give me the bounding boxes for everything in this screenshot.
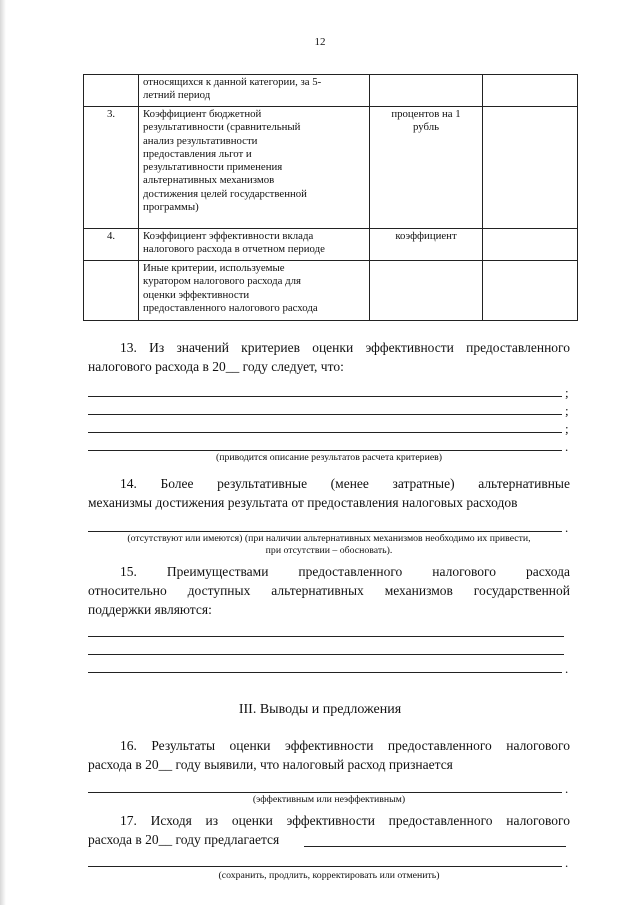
section-15-text-cont: поддержки являются: — [88, 602, 212, 617]
row-number: 3. — [84, 107, 139, 229]
section-15-text-cont: относительно доступных альтернативных механизмов государственной — [88, 583, 570, 598]
line-end-mark: ; — [565, 385, 569, 400]
line-end-mark: . — [565, 855, 569, 870]
field-caption: (отсутствуют или имеются) (при наличии альтернативных механизмов необходимо их привести, — [127, 533, 531, 544]
row-number: 4. — [84, 229, 139, 261]
line-end-mark: ; — [565, 421, 569, 436]
section-16-text: 16. Результаты оценки эффективности предоставленного налогового — [120, 738, 570, 753]
row-number — [84, 75, 139, 107]
answer-line[interactable] — [88, 866, 562, 867]
unit-cell: коэффициент — [370, 229, 483, 261]
line-end-mark: ; — [565, 403, 569, 418]
field-caption: (приводится описание результатов расчета критериев) — [215, 452, 443, 463]
section-17-text-cont: расхода в 20__ году предлагается — [88, 832, 280, 847]
section-16-text-cont: расхода в 20__ году выявили, что налоговый расход признается — [88, 757, 453, 772]
criterion-description: Коэффициент бюджетной результативности (сравнительный анализ результативности предоставления льгот и результативности применения альтернативных механизмов достижения целей государственной программы) — [139, 107, 370, 229]
value-cell — [483, 261, 578, 321]
section-15-text: 15. Преимуществами предоставленного налогового расхода — [120, 564, 570, 579]
answer-line[interactable] — [88, 432, 562, 433]
answer-line[interactable] — [88, 636, 564, 637]
answer-line[interactable] — [88, 450, 562, 451]
unit-cell — [370, 75, 483, 107]
answer-line[interactable] — [88, 396, 562, 397]
unit-cell: процентов на 1 рубль — [370, 107, 483, 229]
field-caption: (сохранить, продлить, корректировать или отменить) — [218, 870, 440, 881]
table-row — [84, 229, 578, 261]
answer-line[interactable] — [88, 792, 562, 793]
section-14-text: 14. Более результативные (менее затратные) альтернативные — [120, 476, 570, 491]
line-end-mark: . — [565, 661, 569, 676]
line-end-mark: . — [565, 520, 569, 535]
row-number — [84, 261, 139, 321]
section-13-text-cont: налогового расхода в 20__ году следует, что: — [88, 359, 344, 374]
section-14-text-cont: механизмы достижения результата от предоставления налоговых расходов — [88, 495, 518, 510]
section-17-text: 17. Исходя из оценки эффективности предоставленного налогового — [120, 813, 570, 828]
value-cell — [483, 75, 578, 107]
answer-line[interactable] — [88, 672, 562, 673]
criterion-description: Иные критерии, используемые куратором налогового расхода для оценки эффективности предоставленного налогового расхода — [139, 261, 370, 321]
field-caption: (эффективным или неэффективным) — [252, 794, 406, 805]
unit-cell — [370, 261, 483, 321]
field-caption: при отсутствии – обосновать). — [265, 545, 393, 556]
criteria-table — [83, 74, 578, 321]
answer-line[interactable] — [88, 654, 564, 655]
scan-edge — [0, 0, 6, 905]
page-number: 12 — [314, 36, 326, 48]
answer-line[interactable] — [88, 414, 562, 415]
line-end-mark: . — [565, 781, 569, 796]
section-heading: III. Выводы и предложения — [238, 702, 402, 717]
line-end-mark: . — [565, 439, 569, 454]
section-13-text: 13. Из значений критериев оценки эффективности предоставленного — [120, 340, 570, 355]
criterion-description: относящихся к данной категории, за 5- летний период — [139, 75, 370, 107]
table-row — [84, 75, 578, 107]
answer-line[interactable] — [304, 846, 566, 847]
value-cell — [483, 229, 578, 261]
criterion-description: Коэффициент эффективности вклада налогового расхода в отчетном периоде — [139, 229, 370, 261]
value-cell — [483, 107, 578, 229]
table-row — [84, 107, 578, 229]
table-row — [84, 261, 578, 321]
answer-line[interactable] — [88, 531, 562, 532]
